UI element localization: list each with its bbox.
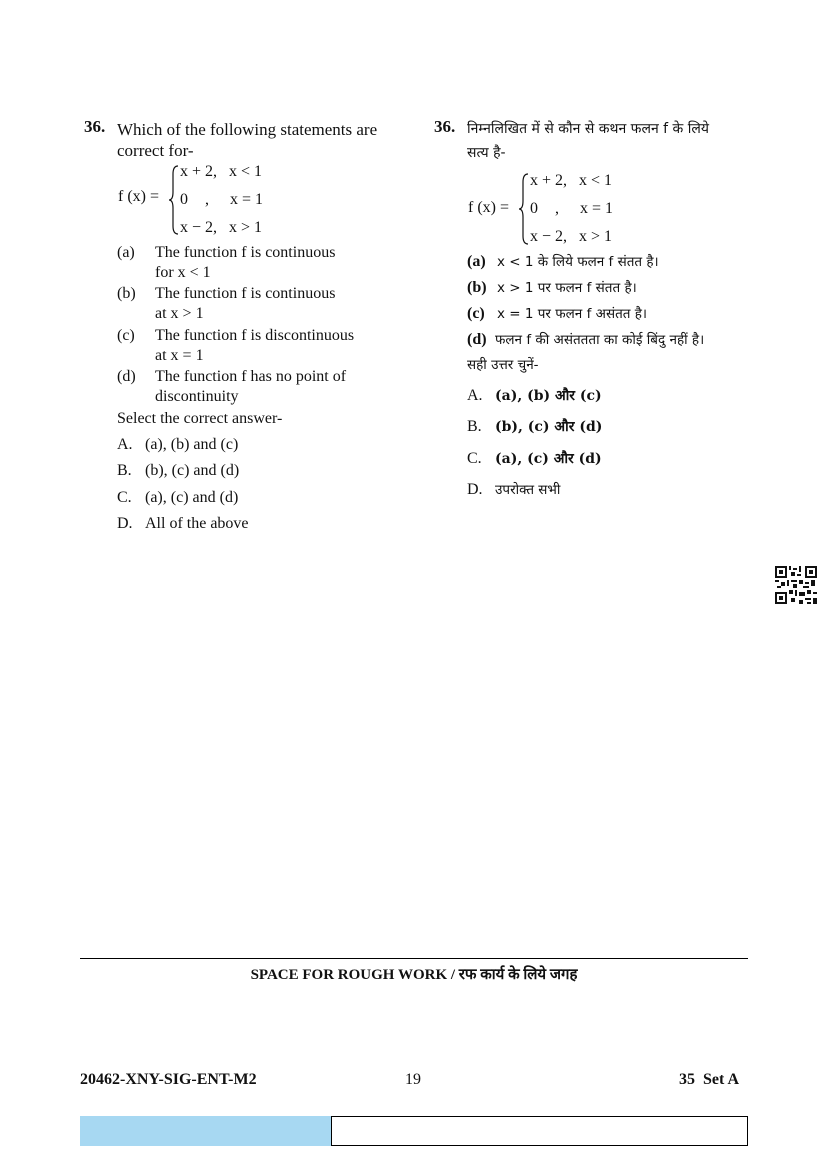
statement-text-cont: at x > 1 [155,305,204,322]
statement-d [467,330,704,350]
case-expr: x + 2, [180,163,218,180]
case-row-3 [530,223,612,251]
set-number: 35 [679,1071,695,1088]
case-row-1 [180,158,262,186]
statement-label: (c) [117,327,135,344]
statement-d [117,367,346,407]
choice-b[interactable] [117,461,239,481]
statement-label: (d) [117,368,136,385]
set-info [679,1071,739,1089]
statement-label: (b) [117,285,136,302]
case-row-3 [180,214,262,242]
rough-work-label: SPACE FOR ROUGH WORK / रफ कार्य के लिये जगह [250,967,578,983]
footer-blank-box [331,1116,748,1146]
question-number: 36. [434,117,456,136]
question-number: 36. [84,117,106,136]
case-cond: x = 1 [230,191,264,208]
left-brace [518,172,530,246]
question-text-line2: सत्य है- [467,145,506,161]
left-brace [168,164,180,236]
statement-text: The function f is continuous [155,285,336,302]
choice-a[interactable] [467,386,602,406]
case-row-2 [180,186,263,214]
choice-b[interactable] [467,417,602,437]
choice-text: (a), (c) and (d) [145,489,239,506]
case-sep: , [555,200,559,217]
case-cond: x = 1 [580,200,614,217]
statement-b [467,278,637,298]
case-row-1 [530,167,612,195]
statement-text: The function f has no point of [155,368,347,385]
choice-label: A. [467,387,483,404]
choice-d[interactable] [117,514,249,534]
choice-label: B. [117,462,132,479]
statement-a [117,243,335,283]
choice-c[interactable] [117,488,238,508]
case-sep: , [205,191,209,208]
choice-label: B. [467,418,482,435]
choice-a[interactable] [117,435,238,455]
case-cond: x < 1 [229,163,263,180]
case-expr: x − 2, [180,219,218,236]
statement-text: फलन f की असंततता का कोई बिंदु नहीं है। [495,332,705,348]
choice-d[interactable] [467,480,560,500]
choice-text: (b), (c) and (d) [145,462,240,479]
case-expr: 0 [180,191,188,208]
set-label: Set A [703,1071,739,1088]
statement-label: (a) [467,253,486,270]
choice-c[interactable] [467,449,602,469]
statement-text: The function f is discontinuous [155,327,355,344]
choice-label: D. [467,481,483,498]
statement-c [467,304,647,324]
choice-label: C. [467,450,482,467]
choice-text: (b), (c) और (d) [495,419,603,435]
case-row-2 [530,195,613,223]
statement-text-cont: for x < 1 [155,264,211,281]
question-text-line1: निम्नलिखित में से कौन से कथन फलन f के लिये [467,121,710,137]
case-cond: x < 1 [579,172,613,189]
function-lhs: f (x) = [468,199,510,216]
statement-label: (a) [117,244,135,261]
question-text-line2: correct for- [117,141,194,160]
statement-b [117,284,335,324]
statement-text-cont: discontinuity [155,388,239,405]
function-lhs: f (x) = [118,188,160,205]
answer-prompt: सही उत्तर चुनें- [467,357,539,373]
statement-a [467,252,659,272]
footer-color-bar [80,1116,331,1146]
statement-text: The function f is continuous [155,244,336,261]
statement-label: (d) [467,331,487,348]
answer-prompt: Select the correct answer- [117,410,283,427]
case-cond: x > 1 [229,219,263,236]
choice-text: (a), (b) and (c) [145,436,239,453]
statement-text: x < 1 के लिये फलन f संतत है। [497,254,659,270]
page-number: 19 [405,1071,421,1088]
case-expr: x − 2, [530,228,568,245]
statement-c [117,326,354,366]
statement-text-cont: at x = 1 [155,347,204,364]
question-text-line1: Which of the following statements are [117,120,378,139]
statement-label: (b) [467,279,487,296]
statement-text: x > 1 पर फलन f संतत है। [497,280,637,296]
case-expr: 0 [530,200,538,217]
choice-text: (a), (c) और (d) [495,451,602,467]
choice-text: (a), (b) और (c) [495,388,602,404]
rough-work-divider [80,958,748,959]
qr-code-icon [775,566,817,604]
choice-text: All of the above [145,515,249,532]
statement-label: (c) [467,305,485,322]
choice-text: उपरोक्त सभी [495,482,561,498]
paper-code: 20462-XNY-SIG-ENT-M2 [80,1071,257,1088]
case-expr: x + 2, [530,172,568,189]
statement-text: x = 1 पर फलन f असंतत है। [497,306,648,322]
choice-label: C. [117,489,132,506]
choice-label: D. [117,515,133,532]
case-cond: x > 1 [579,228,613,245]
choice-label: A. [117,436,133,453]
